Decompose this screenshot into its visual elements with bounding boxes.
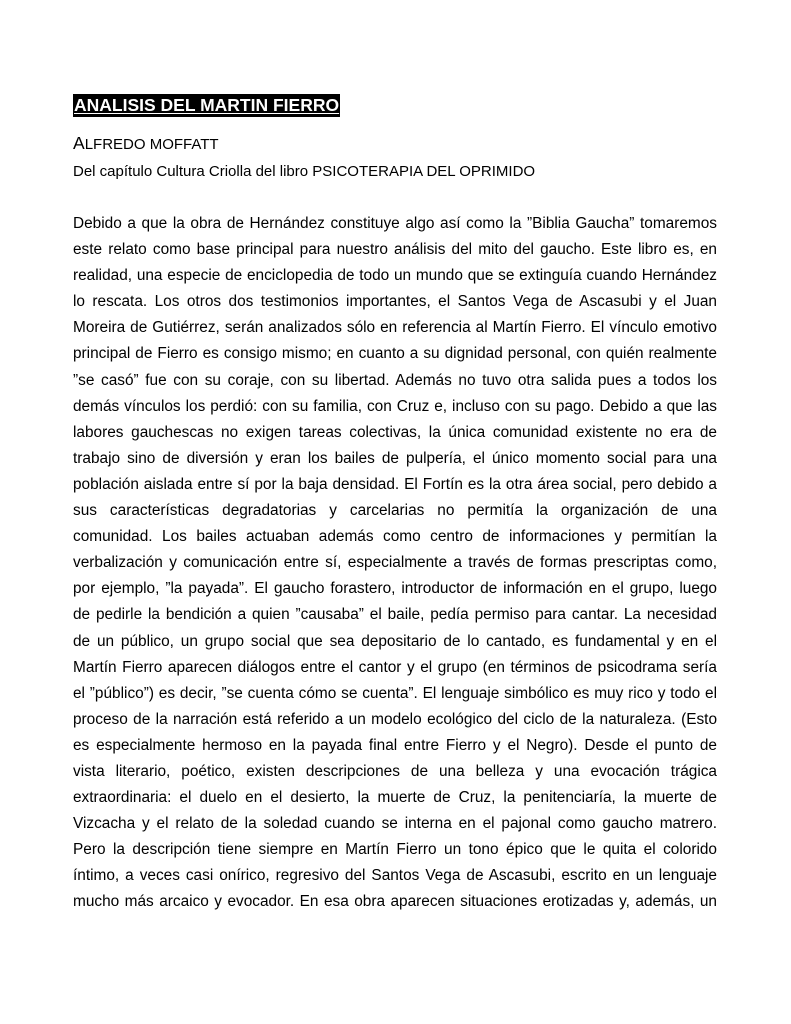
body-line: ”se casó” fue con su coraje, con su libertad. Además no tuvo otra salida pues a todos los xyxy=(73,371,717,389)
body-line: Debido a que la obra de Hernández constituye algo así como la ”Biblia Gaucha” tomaremos xyxy=(73,215,717,232)
body-line: principal de Fierro es consigo mismo; en cuanto a su dignidad personal, con quién realmente xyxy=(73,345,717,363)
body-line: extraordinaria: el duelo en el desierto, la muerte de Cruz, la penitenciaría, la muerte de xyxy=(73,789,717,807)
document-title: ANALISIS DEL MARTIN FIERRO xyxy=(74,95,340,115)
body-line: población aislada entre sí por la baja densidad. El Fortín es la otra área social, pero debido a xyxy=(73,475,717,493)
body-line: demás vínculos los perdió: con su familia, con Cruz e, incluso con su pago. Debido a que las xyxy=(73,397,717,415)
body-line: verbalización y comunicación entre sí, especialmente a través de formas prescriptas como, xyxy=(73,554,717,572)
body-line: íntimo, a veces casi onírico, regresivo del Santos Vega de Ascasubi, escrito en un lenguaje xyxy=(73,867,717,885)
body-line: trabajo sino de diversión y eran los bailes de pulpería, el único momento social para una xyxy=(73,449,717,467)
document-subtitle: Del capítulo Cultura Criolla del libro PSICOTERAPIA DEL OPRIMIDO xyxy=(73,163,536,180)
body-line: Pero la descripción tiene siempre en Martín Fierro un tono épico que le quita el colorido xyxy=(73,841,717,859)
body-line: proceso de la narración está referido a un modelo ecológico del ciclo de la naturaleza. (Esto xyxy=(73,710,717,728)
body-line: Vizcacha y el relato de la soledad cuando se interna en el pajonal como gaucho matrero. xyxy=(73,815,717,833)
body-line: realidad, una especie de enciclopedia de todo un mundo que se extinguía cuando Hernández xyxy=(73,267,717,285)
body-line: de un público, un grupo social que sea depositario de lo cantado, es fundamental y en el xyxy=(73,632,717,650)
body-line: es especialmente hermoso en la payada final entre Fierro y el Negro). Desde el punto de xyxy=(73,736,717,754)
body-line: por ejemplo, ”la payada”. El gaucho forastero, introductor de información en el grupo, luego xyxy=(73,580,717,598)
body-line: comunidad. Los bailes actuaban además como centro de informaciones y permitían la xyxy=(73,528,717,546)
body-line: de pedirle la bendición a quien ”causaba” el baile, pedía permiso para cantar. La necesidad xyxy=(73,606,717,624)
author-name xyxy=(73,133,219,155)
body-line: labores gauchescas no exigen tareas colectivas, la única comunidad existente no era de xyxy=(73,423,717,441)
body-paragraph xyxy=(73,211,717,916)
body-line: Martín Fierro aparecen diálogos entre el cantor y el grupo (en términos de psicodrama sería xyxy=(73,658,717,676)
body-line: este relato como base principal para nuestro análisis del mito del gaucho. Este libro es, en xyxy=(73,241,717,259)
author-name-rest: LFREDO MOFFATT xyxy=(84,136,219,153)
author-initial: A xyxy=(73,133,85,153)
body-line: mucho más arcaico y evocador. En esa obra aparecen situaciones erotizadas y, además, un xyxy=(73,893,717,911)
body-line: lo rescata. Los otros dos testimonios importantes, el Santos Vega de Ascasubi y el Juan xyxy=(73,293,717,311)
body-line: vista literario, poético, existen descripciones de una belleza y una evocación trágica xyxy=(73,762,717,780)
body-line: Moreira de Gutiérrez, serán analizados sólo en referencia al Martín Fierro. El vínculo emotivo xyxy=(73,319,717,337)
body-line: el ”público”) es decir, ”se cuenta cómo se cuenta”. El lenguaje simbólico es muy rico y todo el xyxy=(73,684,717,702)
body-line: sus características degradatorias y carcelarias no permitía la organización de una xyxy=(73,502,717,520)
